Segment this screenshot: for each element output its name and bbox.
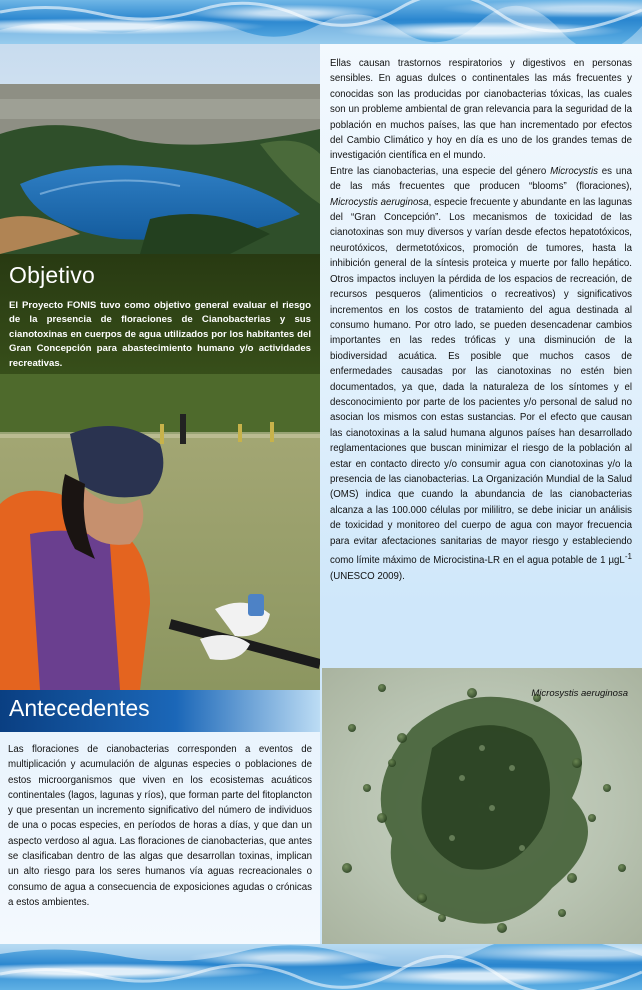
water-banner-top — [0, 0, 642, 44]
p2-part-b: es una de las más frecuentes que producen “blooms” (floraciones), — [330, 165, 632, 193]
body-text — [330, 56, 632, 584]
antecedentes-section — [0, 732, 320, 944]
water-banner-bottom — [0, 944, 642, 990]
lake-city-photo — [0, 44, 320, 254]
body-paragraph-2 — [330, 164, 632, 584]
body-paragraph-1: Ellas causan trastornos respiratorios y digestivos en personas sensibles. En aguas dulces o continentales las más frecuentes y conocidas son las producidas por cianobacterias tóxicas, las cuales son un probleme ambiental de gran relevancia para la seguridad de la población en muchos países, las que han incrementado por efectos del Cambio Climático y hoy en día es uno de los grandes temas de investigación científica en el mundo. — [330, 58, 632, 162]
right-column — [320, 44, 642, 944]
microcystis-micrograph — [322, 668, 642, 944]
antecedentes-header-bar — [0, 690, 320, 732]
researcher-sampling-photo — [0, 374, 320, 690]
p2-part-d: (UNESCO 2009). — [330, 570, 405, 582]
antecedentes-heading: Antecedentes — [9, 695, 150, 721]
objetivo-heading: Objetivo — [9, 262, 95, 288]
p2-species: Microcystis aeruginosa — [330, 196, 429, 208]
antecedentes-paragraph: Las floraciones de cianobacterias corresponden a eventos de multiplicación y acumulación de algunas especies o poblaciones de estos microorganismos que viven en los ecosistemas acuáticos continentales (lagos, lagunas y ríos), que forman parte del fitoplancton y que presentan un incremento significativo del número de individuos de una o pocas especies, en períodos de horas a días, y que dan un aspecto verdoso al agua. Las floraciones de cianobacterias, que antes se clasificaban dentro de las algas que desarrollan toxinas, implican un alto riesgo para los seres humanos vía aguas recreacionales o consumo de agua a consecuencia de exposiciones agudas o crónicas a estos ambientes. — [8, 744, 312, 908]
objetivo-paragraph: El Proyecto FONIS tuvo como objetivo general evaluar el riesgo de la presencia de floraciones de Cianobacterias y sus cianotoxinas en cuerpos de agua utilizados por los habitantes del Gran Concepción para abastecimiento humano y/o actividades recreativas. — [9, 300, 311, 369]
left-column — [0, 44, 320, 944]
p2-part-a: Entre las cianobacterias, una especie del género — [330, 165, 551, 177]
p2-part-c: , especie frecuente y abundante en las lagunas del “Gran Concepción”. Los mecanismos de toxicidad de las cianotoxinas son muy diversos y varían desde efectos hepatotóxicos, neurotóxicos, dermetotóxicos, promoción de tumores, hasta la inhibición general de la síntesis proteica y muerte por fallo hepático. Otros impactos incluyen la pérdida de los espacios de recreación, de recursos pesqueros (alimenticios o recreativos) y significativos incrementos en los costos de tratamiento del agua destinada al consumo humano. Por otro lado, se pueden desencadenar cambios importantes en las redes tróficas y una disminución de la biodiversidad acuática. Es posible que muchos casos de enfermedades causadas por las cianotoxinas no estén bien documentados, ya que, dada la naturaleza de los síntomes y el desconocimiento por parte de los pacientes y/o personal de salud no asocian los mismos con estas sustancias. Por el efecto que causan las cianotoxinas a la salud humana algunos países han desarrollado reglamentaciones que buscan minimizar el riesgo de la población al estar en contacto directo y/o consumir agua con cianotoxinas y/o la presencia de las cianobacterias. La Organización Mundial de la Salud (OMS) indica que cuando la abundancia de las cianobacterias alcanza a las 100.000 células por mililitro, se debe iniciar un análisis de toxicidad y monitoreo del cuerpo de agua con mayor frecuencia para evitar afectaciones sanitarias de mayor riesgo y estableciendo como límite máximo de Microcistina-LR en el agua potable de 1 µgL — [330, 196, 633, 567]
p2-genus: Microcystis — [550, 165, 598, 177]
micrograph-caption: Microsystis aeruginosa — [531, 688, 628, 699]
p2-superscript: -1 — [624, 552, 632, 561]
